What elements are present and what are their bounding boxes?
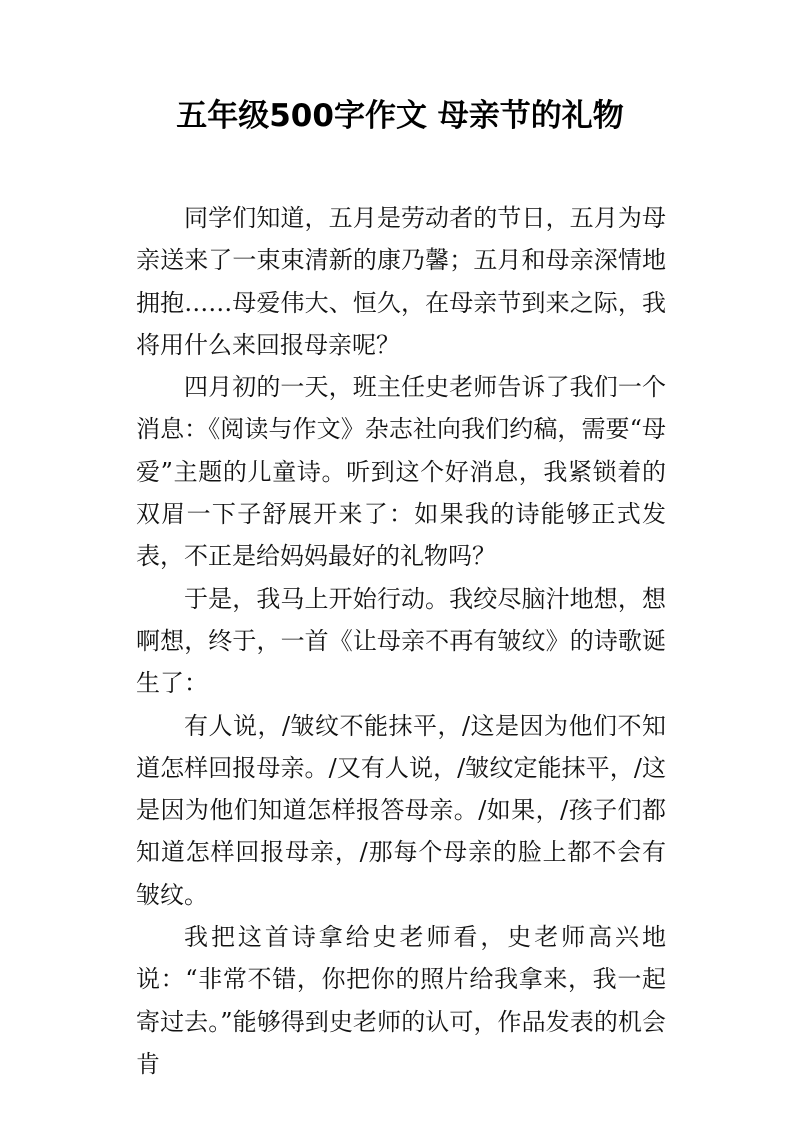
- paragraph: 于是，我马上开始行动。我绞尽脑汁地想，想啊想，终于，一首《让母亲不再有皱纹》的诗歌诞生了：: [136, 584, 666, 698]
- essay-body: [136, 197, 666, 1085]
- paragraph: 同学们知道，五月是劳动者的节日，五月为母亲送来了一束束清新的康乃馨；五月和母亲深情地拥抱……母爱伟大、恒久，在母亲节到来之际，我将用什么来回报母亲呢？: [136, 204, 666, 359]
- paragraph: 有人说，/皱纹不能抹平，/这是因为他们不知道怎样回报母亲。/又有人说，/皱纹定能抹平，/这是因为他们知道怎样报答母亲。/如果，/孩子们都知道怎样回报母亲，/那每个母亲的脸上都不会有皱纹。: [136, 711, 666, 909]
- page-title: 五年级500字作文 母亲节的礼物: [176, 98, 624, 134]
- paragraph: 四月初的一天，班主任史老师告诉了我们一个消息：《阅读与作文》杂志社向我们约稿，需要“母爱”主题的儿童诗。听到这个好消息，我紧锁着的双眉一下子舒展开来了：如果我的诗能够正式发表，不正是给妈妈最好的礼物吗？: [136, 373, 666, 571]
- paragraph: 我把这首诗拿给史老师看，史老师高兴地说：“非常不错，你把你的照片给我拿来，我一起寄过去。”能够得到史老师的认可，作品发表的机会肯: [136, 923, 666, 1078]
